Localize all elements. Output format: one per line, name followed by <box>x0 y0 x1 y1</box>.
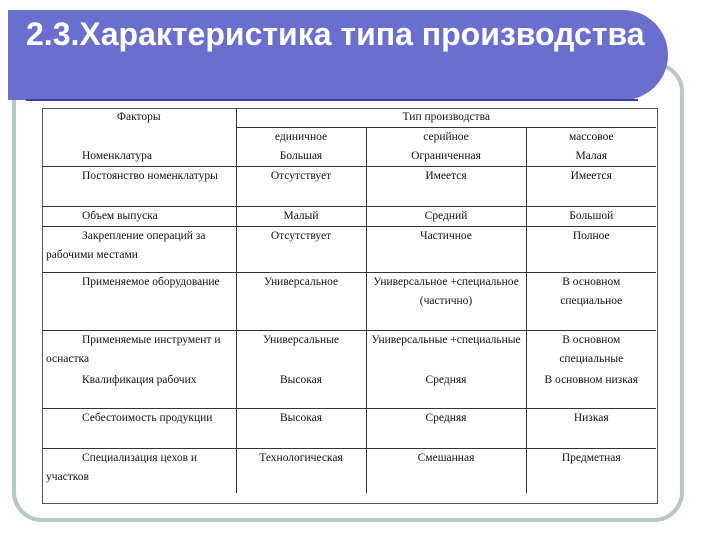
serial-cell: Имеется <box>366 167 526 207</box>
factors-header-blank <box>42 128 236 148</box>
serial-cell: Средний <box>366 207 526 227</box>
table-row <box>42 331 656 371</box>
table-row <box>42 371 656 409</box>
single-cell: Технологическая <box>236 449 366 493</box>
factor-cell: Квалификация рабочих <box>82 373 197 386</box>
mass-cell: Полное <box>526 227 656 273</box>
serial-cell: Средняя <box>366 409 526 449</box>
single-cell: Универсальное <box>236 273 366 331</box>
mass-cell: В основном специальные <box>526 331 656 371</box>
serial-cell: Частичное <box>366 227 526 273</box>
mass-cell: Малая <box>526 147 656 167</box>
mass-cell: Имеется <box>526 167 656 207</box>
mass-cell: Низкая <box>526 409 656 449</box>
factor-cell: Применяемые инструмент и оснастка <box>42 331 236 371</box>
table-row <box>42 147 656 167</box>
table-row <box>42 167 656 207</box>
production-types-table <box>42 108 656 493</box>
type-single-header: единичное <box>236 128 366 148</box>
table-row <box>42 227 656 273</box>
slide-title: 2.3.Характеристика типа производства <box>26 16 645 52</box>
header-row-1 <box>42 108 656 128</box>
mass-cell: В основном специальное <box>526 273 656 331</box>
factor-cell: Применяемое оборудование <box>42 273 236 331</box>
single-cell: Универсальные <box>236 331 366 371</box>
serial-cell: Средняя <box>366 371 526 409</box>
single-cell: Малый <box>236 207 366 227</box>
serial-cell: Ограниченная <box>366 147 526 167</box>
factor-cell: Себестоимость продукции <box>42 409 236 449</box>
table-row <box>42 273 656 331</box>
serial-cell: Смешанная <box>366 449 526 493</box>
type-header: Тип производства <box>236 108 656 128</box>
type-serial-header: серийное <box>366 128 526 148</box>
mass-cell: Большой <box>526 207 656 227</box>
serial-cell: Универсальное +специальное (частично) <box>366 273 526 331</box>
type-mass-header: массовое <box>526 128 656 148</box>
mass-cell: В основном низкая <box>526 371 656 409</box>
factor-cell: Специализация цехов и участков <box>42 449 236 493</box>
table-row <box>42 449 656 493</box>
factor-cell: Закрепление операций за рабочими местами <box>42 227 236 273</box>
single-cell: Большая <box>236 147 366 167</box>
factors-header: Факторы <box>116 111 161 123</box>
table-row <box>42 409 656 449</box>
header-row-2 <box>42 128 656 148</box>
single-cell: Высокая <box>236 409 366 449</box>
table-row <box>42 207 656 227</box>
mass-cell: Предметная <box>526 449 656 493</box>
title-underline <box>26 99 638 101</box>
single-cell: Высокая <box>236 371 366 409</box>
single-cell: Отсутствует <box>236 227 366 273</box>
factor-cell: Номенклатура <box>82 150 152 162</box>
single-cell: Отсутствует <box>236 167 366 207</box>
factor-cell: Постоянство номенклатуры <box>42 167 236 207</box>
serial-cell: Универсальные +специальные <box>366 331 526 371</box>
factor-cell: Объем выпуска <box>42 207 236 227</box>
